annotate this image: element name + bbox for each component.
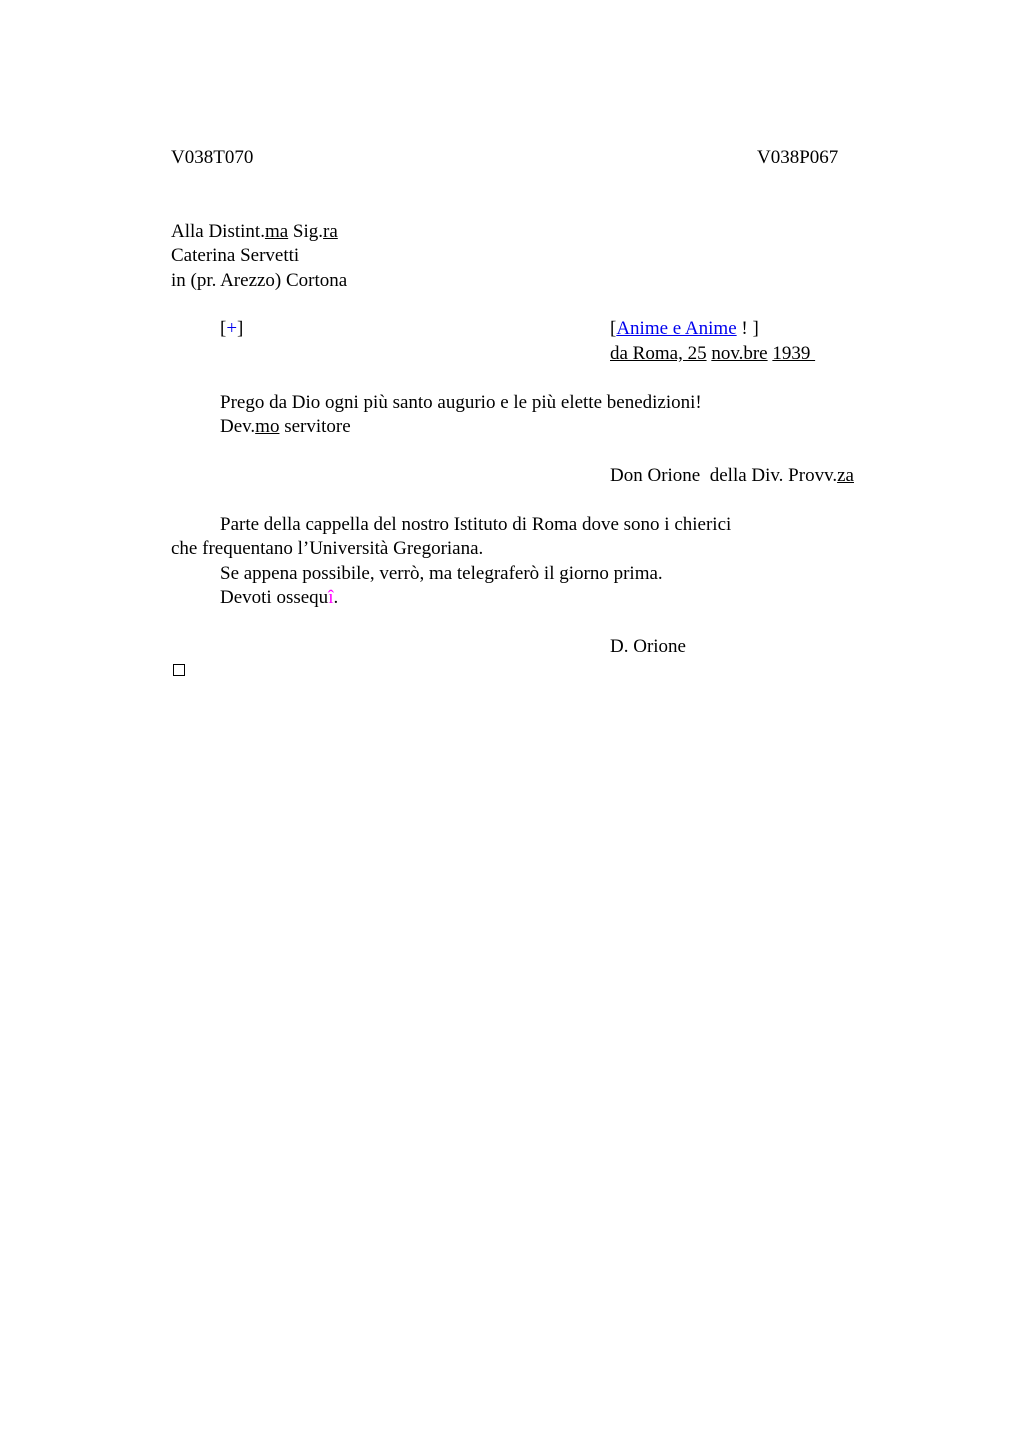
document-code-right: V038P067 [757,147,839,168]
dateline-month: nov.bre [711,343,768,364]
address-line-2: Caterina Servetti [171,245,300,266]
cross-mark [220,317,243,341]
signature-1-abbr: za [837,465,854,486]
postscript-accent-char: î [328,587,334,608]
dateline [610,342,815,366]
postscript-line-4-post: . [333,587,339,608]
postscript-line-4-pre: Devoti ossequ [220,587,329,608]
closing-line [220,415,351,439]
signature-1-text: Don Orione della Div. Provv. [610,465,838,486]
postscript-line-1: Parte della cappella del nostro Istituto di Roma dove sono i chierici [220,514,732,535]
end-box-icon [173,664,185,676]
cross-bracket-open: [ [220,318,227,339]
signature-1 [610,464,854,488]
motto-bracket-open: [ [610,318,617,339]
motto-bracket-close: ! ] [736,318,759,339]
address-salutation: Alla Distint. [171,221,265,242]
address-line-1 [171,220,338,244]
address-line-3: in (pr. Arezzo) Cortona [171,270,348,291]
closing-post: servitore [279,416,351,437]
closing-abbr-mo: mo [255,416,280,437]
postscript-line-4 [220,586,338,610]
address-abbr-ma: ma [264,221,289,242]
closing-pre: Dev. [220,416,256,437]
postscript-line-3: Se appena possibile, verrò, ma telegraferò il giorno prima. [220,563,663,584]
postscript-line-2: che frequentano l’Università Gregoriana. [171,538,484,559]
document-code-left: V038T070 [171,147,254,168]
cross-bracket-close: ] [237,318,244,339]
address-sig: Sig. [288,221,324,242]
dateline-year: 1939 [772,343,816,364]
cross-icon: + [226,318,238,339]
motto [610,317,759,341]
signature-2: D. Orione [610,636,686,657]
dateline-place: da Roma, 25 [610,343,707,364]
body-paragraph: Prego da Dio ogni più santo augurio e le più elette benedizioni! [220,392,702,413]
address-abbr-ra: ra [323,221,338,242]
motto-link[interactable]: Anime e Anime [616,318,737,339]
